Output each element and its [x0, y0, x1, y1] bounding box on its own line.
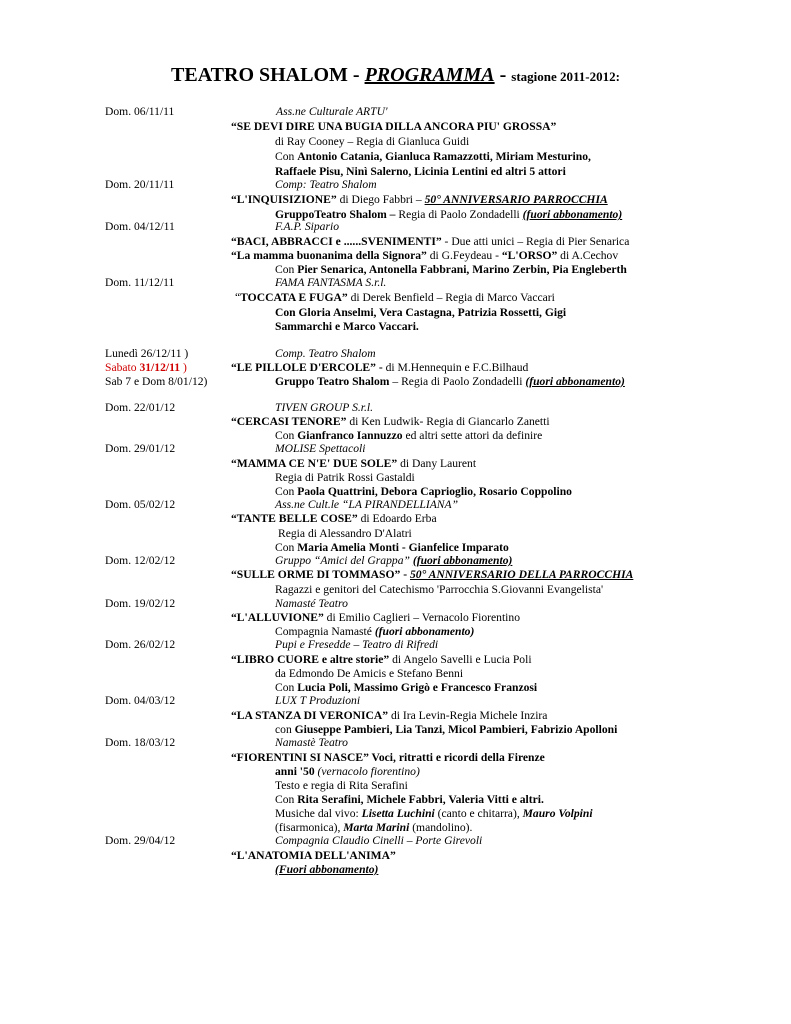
event-title-line: “L'ALLUVIONE” di Emilio Caglieri – Vernacolo Fiorentino: [231, 611, 520, 624]
event-cast-cont: Raffaele Pisu, Ninì Salerno, Licinia Lentini ed altri 5 attori: [275, 165, 566, 178]
event-company: FAMA FANTASMA S.r.l.: [275, 276, 387, 289]
event-company: Namasté Teatro: [275, 597, 348, 610]
event-cast-cont: Sammarchi e Marco Vaccari.: [275, 320, 419, 333]
event-date: Lunedì 26/12/11 ): [105, 347, 189, 360]
event-cast: Con Rita Serafini, Michele Fabbri, Valeria Vitti e altri.: [275, 793, 544, 806]
page-title: [0, 64, 791, 87]
event-company: F.A.P. Sipario: [275, 220, 339, 233]
event-group: GruppoTeatro Shalom – Regia di Paolo Zondadelli (fuori abbonamento): [275, 208, 623, 221]
event-group: Compagnia Namasté (fuori abbonamento): [275, 625, 475, 638]
event-music-cont: (fisarmonica), Marta Marini (mandolino).: [275, 821, 473, 834]
event-title-line: “L'INQUISIZIONE” di Diego Fabbri – 50° ANNIVERSARIO PARROCCHIA: [231, 193, 608, 206]
event-title: “SE DEVI DIRE UNA BUGIA DILLA ANCORA PIU' GROSSA”: [231, 120, 557, 133]
event-regia: Testo e regia di Rita Serafini: [275, 779, 408, 792]
event-music: Musiche dal vivo: Lisetta Luchini (canto e chitarra), Mauro Volpini: [275, 807, 593, 820]
event-regia: Regia di Alessandro D'Alatri: [278, 527, 412, 540]
event-company: Pupi e Fresedde – Teatro di Rifredi: [275, 638, 439, 651]
event-date: Dom. 19/02/12: [105, 597, 176, 610]
event-cast: Con Gloria Anselmi, Vera Castagna, Patrizia Rossetti, Gigi: [275, 306, 567, 319]
event-source: da Edmondo De Amicis e Stefano Benni: [275, 667, 464, 680]
event-date: Dom. 18/03/12: [105, 736, 176, 749]
event-date: Dom. 29/04/12: [105, 834, 176, 847]
event-title-line: “LA STANZA DI VERONICA” di Ira Levin-Regia Michele Inzira: [231, 709, 548, 722]
event-title-cont: anni '50 (vernacolo fiorentino): [275, 765, 420, 778]
event-desc: Ragazzi e genitori del Catechismo 'Parrocchia S.Giovanni Evangelista': [275, 583, 604, 596]
event-group: Gruppo Teatro Shalom – Regia di Paolo Zondadelli (fuori abbonamento): [275, 375, 625, 388]
event-company: MOLISE Spettacoli: [275, 442, 366, 455]
event-date: Dom. 11/12/11: [105, 276, 175, 289]
event-date: Dom. 04/12/11: [105, 220, 175, 233]
event-title-line: “TANTE BELLE COSE” di Edoardo Erba: [231, 512, 437, 525]
event-cast: Con Antonio Catania, Gianluca Ramazzotti, Miriam Mesturino,: [275, 150, 591, 163]
event-company: Ass.ne Cult.le “LA PIRANDELLIANA”: [275, 498, 459, 511]
event-author: di Ray Cooney – Regia di Gianluca Guidi: [275, 135, 470, 148]
event-title-line: “CERCASI TENORE” di Ken Ludwik- Regia di Giancarlo Zanetti: [231, 415, 550, 428]
event-cast: Con Pier Senarica, Antonella Fabbrani, Marino Zerbin, Pia Engleberth: [275, 263, 627, 276]
event-cast: Con Maria Amelia Monti - Gianfelice Imparato: [275, 541, 509, 554]
event-title-line: “SULLE ORME DI TOMMASO” - 50° ANNIVERSARIO DELLA PARROCCHIA: [231, 568, 634, 581]
title-theatre: TEATRO SHALOM -: [171, 64, 365, 86]
event-date: Dom. 29/01/12: [105, 442, 176, 455]
event-title-line: “BACI, ABBRACCI e ......SVENIMENTI” - Due atti unici – Regia di Pier Senarica: [231, 235, 630, 248]
event-date: Dom. 06/11/11: [105, 105, 175, 118]
event-title-line: “TOCCATA E FUGA” di Derek Benfield – Regia di Marco Vaccari: [235, 291, 555, 304]
event-company: Comp: Teatro Shalom: [275, 178, 377, 191]
title-season: stagione 2011-2012:: [511, 69, 620, 84]
event-cast: Con Gianfranco Iannuzzo ed altri sette attori da definire: [275, 429, 543, 442]
title-dash: -: [494, 64, 512, 86]
event-title-line: “LIBRO CUORE e altre storie” di Angelo Savelli e Lucia Poli: [231, 653, 532, 666]
event-company: TIVEN GROUP S.r.l.: [275, 401, 374, 414]
event-title-line: “MAMMA CE N'E' DUE SOLE” di Dany Laurent: [231, 457, 477, 470]
event-fuori: (Fuori abbonamento): [275, 863, 379, 876]
event-title-line: “LE PILLOLE D'ERCOLE” - di M.Hennequin e F.C.Bilhaud: [231, 361, 529, 374]
event-company: Namastè Teatro: [275, 736, 348, 749]
event-regia: Regia di Patrik Rossi Gastaldi: [275, 471, 415, 484]
event-date: Dom. 04/03/12: [105, 694, 176, 707]
event-date: Dom. 20/11/11: [105, 178, 175, 191]
event-cast: Con Lucia Poli, Massimo Grigò e Francesco Franzosi: [275, 681, 538, 694]
event-company: Gruppo “Amici del Grappa” (fuori abbonamento): [275, 554, 513, 567]
event-company: LUX T Produzioni: [275, 694, 361, 707]
event-company: Comp. Teatro Shalom: [275, 347, 376, 360]
event-cast: Con Paola Quattrini, Debora Caprioglio, Rosario Coppolino: [275, 485, 572, 498]
event-cast: con Giuseppe Pambieri, Lia Tanzi, Micol Pambieri, Fabrizio Apolloni: [275, 723, 618, 736]
event-date: Dom. 22/01/12: [105, 401, 176, 414]
event-date: Sabato 31/12/11 ): [105, 361, 187, 374]
event-date: Dom. 12/02/12: [105, 554, 176, 567]
event-company: Ass.ne Culturale ARTU': [276, 105, 388, 118]
event-company: Compagnia Claudio Cinelli – Porte Girevoli: [275, 834, 483, 847]
event-date: Dom. 05/02/12: [105, 498, 176, 511]
event-title: “FIORENTINI SI NASCE” Voci, ritratti e ricordi della Firenze: [231, 751, 545, 764]
event-title-line: “La mamma buonanima della Signora” di G.Feydeau - “L'ORSO” di A.Cechov: [231, 249, 619, 262]
event-date: Dom. 26/02/12: [105, 638, 176, 651]
title-programma: PROGRAMMA: [364, 64, 495, 86]
event-date: Sab 7 e Dom 8/01/12): [105, 375, 208, 388]
event-title: “L'ANATOMIA DELL'ANIMA”: [231, 849, 396, 862]
